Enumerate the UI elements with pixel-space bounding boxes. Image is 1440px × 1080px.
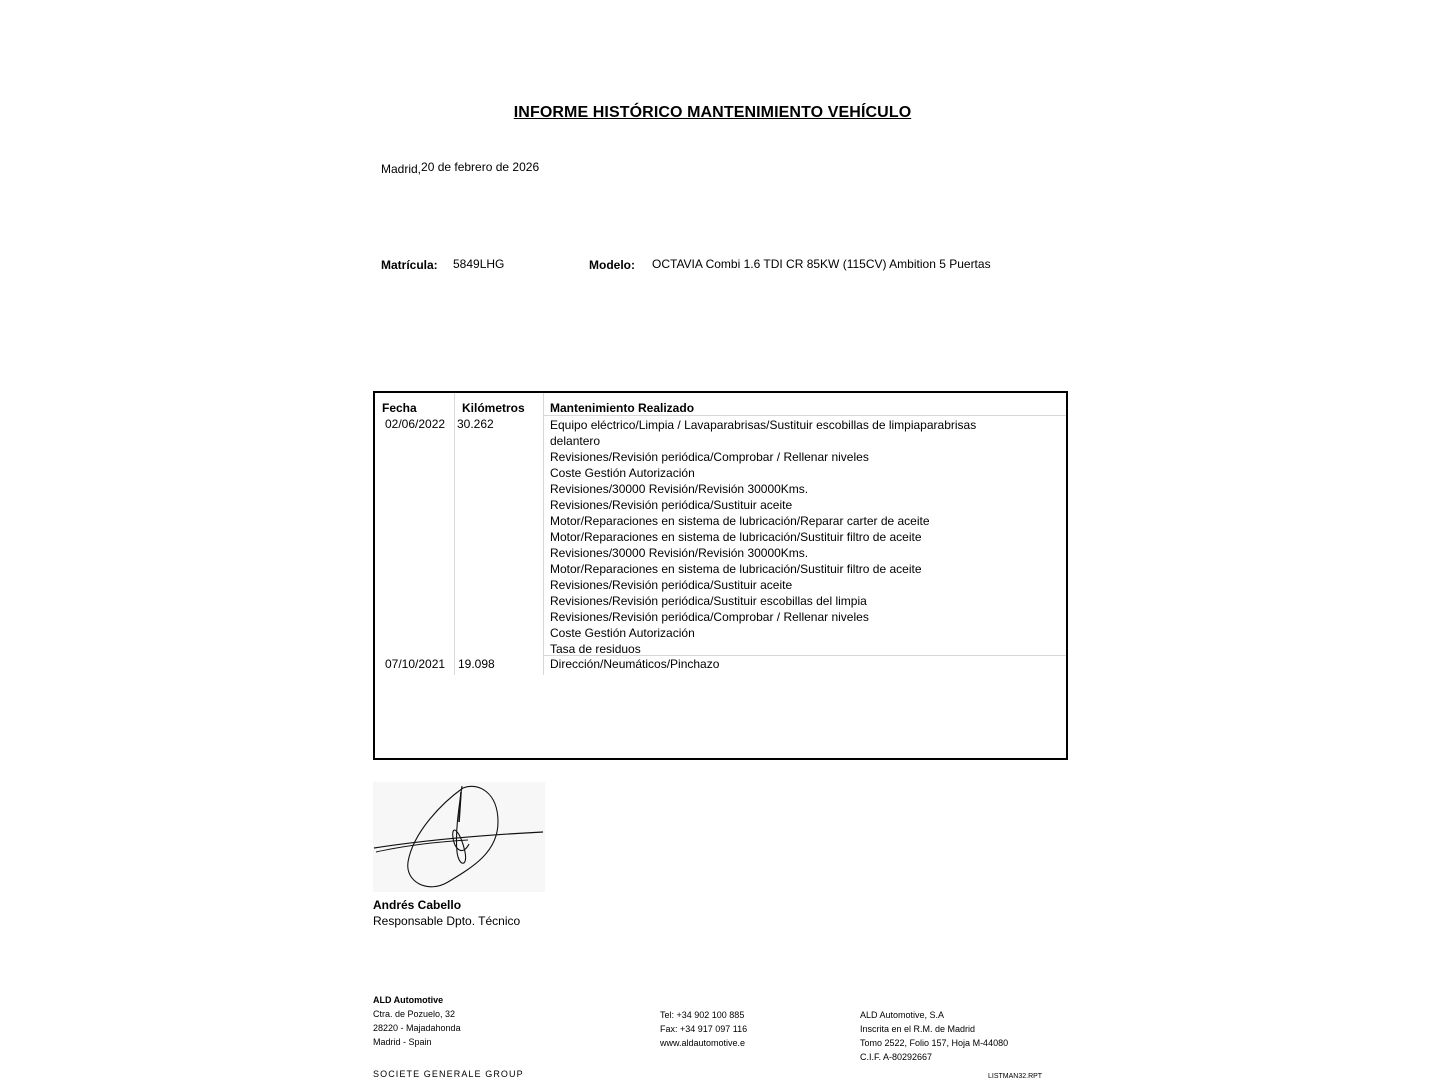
footer-registry-line: Inscrita en el R.M. de Madrid: [860, 1024, 976, 1034]
document-title: INFORME HISTÓRICO MANTENIMIENTO VEHÍCULO: [513, 104, 912, 121]
footer-address: [373, 993, 461, 1049]
maintenance-item: Revisiones/Revisión periódica/Comprobar / Rellenar niveles: [550, 450, 869, 464]
footer-registry-line: ALD Automotive, S.A: [860, 1010, 945, 1020]
header-kilometros: Kilómetros: [462, 401, 525, 415]
maintenance-item: Motor/Reparaciones en sistema de lubricación/Reparar carter de aceite: [550, 514, 930, 528]
footer-address-line: Ctra. de Pozuelo, 32: [373, 1009, 456, 1019]
maintenance-item: Coste Gestión Autorización: [550, 626, 695, 640]
maintenance-item: Dirección/Neumáticos/Pinchazo: [550, 657, 720, 671]
signatory-role: Responsable Dpto. Técnico: [373, 914, 521, 928]
handwritten-signature-icon: [373, 782, 545, 892]
footer-registry-line: C.I.F. A-80292667: [860, 1052, 933, 1062]
maintenance-table: [373, 391, 1068, 760]
maintenance-item: Coste Gestión Autorización: [550, 466, 695, 480]
maintenance-item: Revisiones/Revisión periódica/Sustituir aceite: [550, 578, 793, 592]
footer-phone: Tel: +34 902 100 885: [660, 1010, 745, 1020]
maintenance-item: Revisiones/Revisión periódica/Comprobar / Rellenar niveles: [550, 610, 869, 624]
model-value: OCTAVIA Combi 1.6 TDI CR 85KW (115CV) Ambition 5 Puertas: [652, 257, 991, 271]
maintenance-item: Tasa de residuos: [550, 642, 641, 656]
maintenance-item: Motor/Reparaciones en sistema de lubricación/Sustituir filtro de aceite: [550, 530, 922, 544]
maintenance-item: Revisiones/Revisión periódica/Sustituir escobillas del limpia: [550, 594, 867, 608]
row-1-date: 02/06/2022: [385, 417, 446, 431]
plate-value: 5849LHG: [453, 257, 505, 271]
footer-registry-line: Tomo 2522, Folio 157, Hoja M-44080: [860, 1038, 1009, 1048]
maintenance-item: Revisiones/Revisión periódica/Sustituir aceite: [550, 498, 793, 512]
place-date: [381, 160, 539, 174]
row-2-km: 19.098: [458, 657, 495, 671]
report-code: LISTMAN32.RPT: [988, 1073, 1043, 1080]
maintenance-item: Equipo eléctrico/Limpia / Lavaparabrisas/Sustituir escobillas de limpiaparabrisas: [550, 418, 977, 432]
maintenance-item: delantero: [550, 434, 601, 448]
footer-registry: [860, 1008, 1008, 1064]
maintenance-item: Motor/Reparaciones en sistema de lubricación/Sustituir filtro de aceite: [550, 562, 922, 576]
model-label: Modelo:: [589, 258, 635, 272]
footer-address-line: Madrid - Spain: [373, 1037, 432, 1047]
signatory-name: Andrés Cabello: [373, 898, 462, 912]
plate-label: Matrícula:: [381, 258, 438, 272]
row-2-date: 07/10/2021: [385, 657, 446, 671]
footer-fax: Fax: +34 917 097 116: [660, 1024, 748, 1034]
footer-contact: [660, 1008, 747, 1050]
header-mantenimiento: Mantenimiento Realizado: [550, 401, 695, 415]
societe-generale-group: SOCIETE GENERALE GROUP: [373, 1069, 524, 1079]
footer-website: www.aldautomotive.e: [660, 1038, 746, 1048]
signature-image: [373, 782, 545, 892]
maintenance-item: Revisiones/30000 Revisión/Revisión 30000Kms.: [550, 546, 809, 560]
row-1-km: 30.262: [457, 417, 494, 431]
row-1-items: [550, 417, 976, 657]
footer-company: ALD Automotive: [373, 995, 444, 1005]
header-fecha: Fecha: [382, 401, 417, 415]
column-divider-km: [543, 393, 544, 675]
maintenance-item: Revisiones/30000 Revisión/Revisión 30000Kms.: [550, 482, 809, 496]
row-2-items: [550, 656, 719, 672]
document-date: 20 de febrero de 2026: [421, 160, 540, 174]
place: Madrid,: [381, 162, 422, 176]
footer-address-line: 28220 - Majadahonda: [373, 1023, 461, 1033]
column-divider-date: [454, 393, 455, 675]
header-divider: [543, 415, 1066, 416]
